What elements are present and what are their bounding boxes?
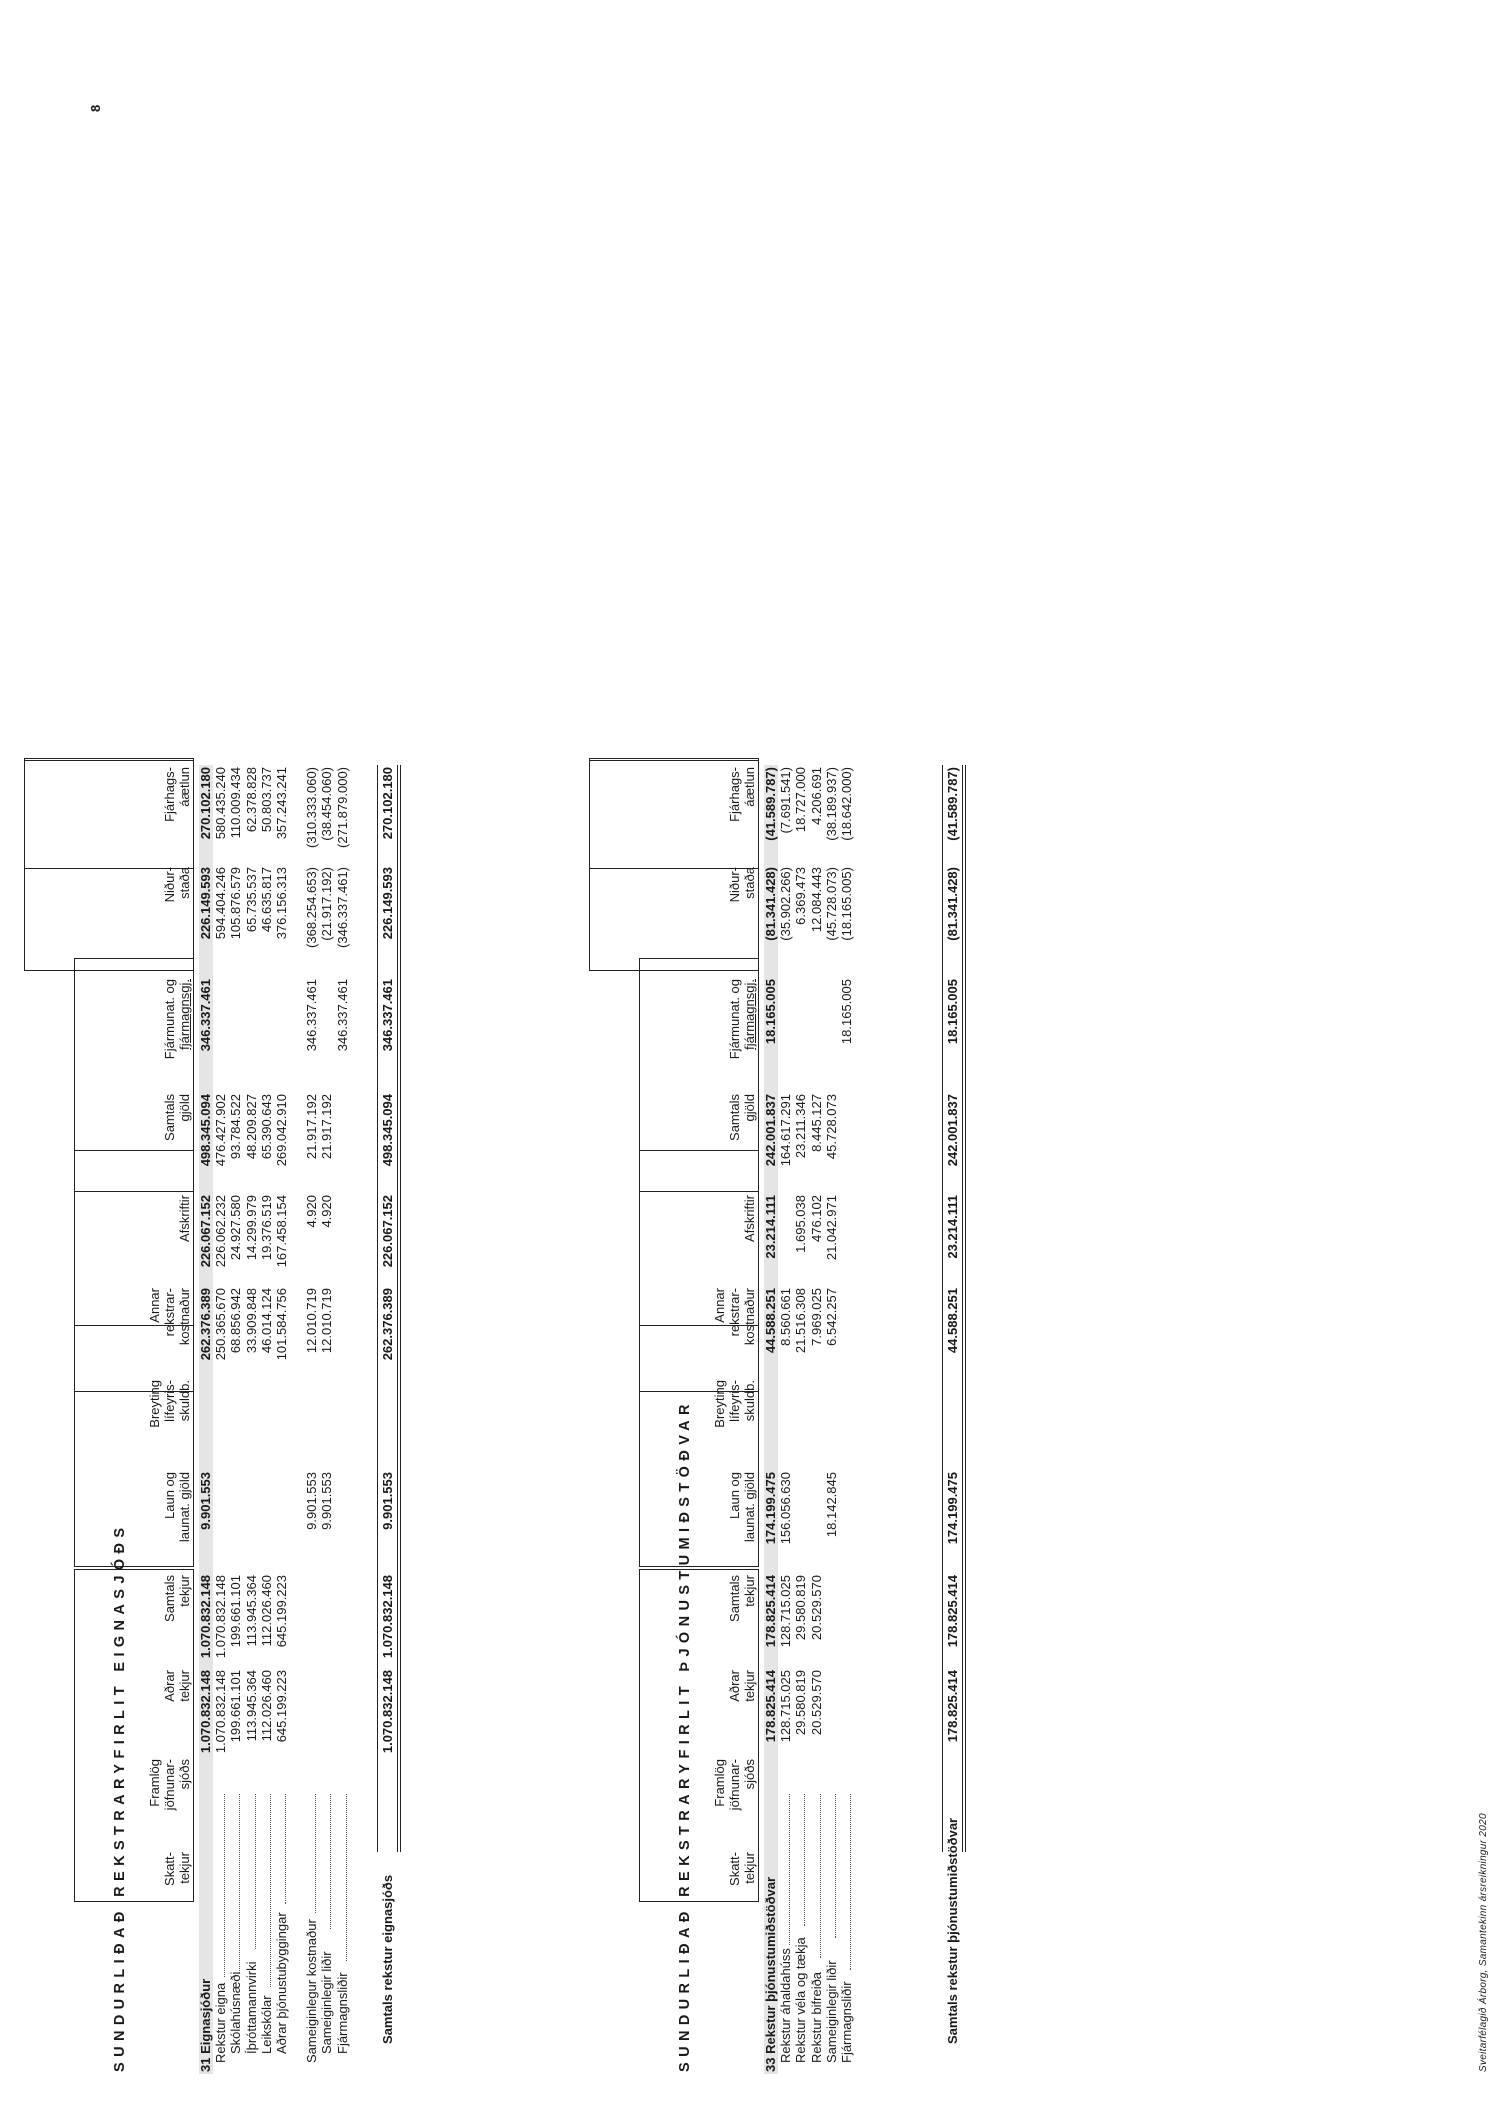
column-header: gjöld — [742, 1094, 757, 1122]
column-header: tekjur — [177, 1852, 192, 1884]
amount-cell: 12.084.443 — [808, 867, 824, 933]
total-amount-cell: 178.825.414 — [945, 1575, 960, 1648]
total-amount-cell: 23.214.111 — [945, 1195, 960, 1259]
row-label: Sameiginlegir liðir — [319, 1951, 335, 2054]
dot-leader — [270, 1794, 271, 1987]
amount-cell: (38.189.937) — [823, 767, 839, 841]
amount-cell: 199.661.101 — [228, 1575, 244, 1648]
amount-cell: 594.404.246 — [213, 867, 229, 940]
amount-cell: 21.917.192 — [304, 1094, 320, 1160]
total-amount-cell: 498.345.094 — [380, 1094, 395, 1167]
table-row — [778, 722, 793, 2122]
total-amount-cell: 178.825.414 — [945, 1670, 960, 1743]
amount-cell: 262.376.389 — [198, 1288, 213, 1361]
amount-cell: 18.165.005 — [763, 979, 778, 1045]
dot-leader — [330, 1794, 331, 1929]
total-label: Samtals rekstur þjónustumiðstöðvar — [945, 1817, 960, 2044]
table-row — [228, 722, 243, 2122]
column-header: Annar — [147, 1288, 162, 1323]
column-header: Fjármunat. og — [727, 979, 742, 1060]
amount-cell: 18.727.000 — [793, 767, 809, 833]
amount-cell: 44.588.251 — [763, 1288, 778, 1354]
table-row — [319, 722, 334, 2122]
row-label: 33 Rekstur þjónustumiðstöðvar — [763, 1876, 778, 2072]
column-header: Niður- — [727, 867, 742, 903]
dot-leader — [315, 1794, 316, 1913]
column-header: Laun og — [727, 1472, 742, 1519]
amount-cell: 45.728.073 — [823, 1094, 839, 1160]
column-header: Fjárhags- — [727, 767, 742, 822]
column-header: staða — [742, 867, 757, 899]
dot-leader — [224, 1794, 225, 1977]
total-amount-cell: 1.070.832.148 — [380, 1670, 395, 1754]
amount-cell: 270.102.180 — [198, 767, 213, 840]
table-row — [335, 722, 350, 2122]
amount-cell: (45.728.073) — [823, 867, 839, 941]
column-header: tekjur — [742, 1575, 757, 1607]
row-label: 31 Eignasjóður — [198, 1978, 213, 2072]
amount-cell: 93.784.522 — [228, 1094, 244, 1160]
table-row — [259, 722, 274, 2122]
row-label: Skólahúsnæði — [228, 1971, 244, 2054]
column-header: rekstrar- — [162, 1288, 177, 1337]
statement-section — [0, 0, 560, 2122]
amount-cell: 65.390.643 — [258, 1094, 274, 1160]
column-header: áætlun — [177, 767, 192, 807]
amount-cell: 29.580.819 — [793, 1670, 809, 1736]
row-label: Rekstur áhaldahúss — [778, 1948, 794, 2063]
dot-leader — [850, 1794, 851, 1970]
amount-cell: 6.369.473 — [793, 867, 809, 925]
page-number: 8 — [88, 104, 103, 112]
amount-cell: 645.199.223 — [274, 1575, 289, 1648]
column-header: Samtals — [162, 1575, 177, 1622]
amount-cell: 164.617.291 — [778, 1094, 794, 1167]
total-amount-cell: 226.067.152 — [380, 1195, 395, 1268]
total-row — [380, 722, 395, 2122]
row-label: Sameiginlegir liðir — [823, 1960, 839, 2063]
amount-cell: 29.580.819 — [793, 1575, 809, 1641]
row-label: Leikskólar — [258, 1995, 274, 2054]
amount-cell: 4.920 — [319, 1195, 335, 1228]
column-header: tekjur — [742, 1670, 757, 1702]
total-top-rule — [942, 765, 943, 1852]
total-amount-cell: 1.070.832.148 — [380, 1575, 395, 1659]
amount-cell: 9.901.553 — [304, 1472, 320, 1530]
column-header: launat. gjöld — [742, 1472, 757, 1543]
amount-cell: 1.070.832.148 — [198, 1575, 213, 1659]
column-header: tekjur — [177, 1575, 192, 1607]
amount-cell: 346.337.461 — [334, 979, 350, 1052]
amount-cell: 1.695.038 — [793, 1195, 809, 1253]
column-header: Fjármunat. og — [162, 979, 177, 1060]
total-amount-cell: 174.199.475 — [945, 1472, 960, 1545]
amount-cell: 128.715.025 — [778, 1670, 794, 1743]
amount-cell: 12.010.719 — [319, 1288, 335, 1354]
table-row — [213, 722, 228, 2122]
row-label: Aðrar þjónustubyggingar — [274, 1912, 289, 2054]
amount-cell: 20.529.570 — [808, 1670, 824, 1736]
column-header: jöfnunar- — [727, 1759, 742, 1811]
amount-cell: 18.142.845 — [823, 1472, 839, 1538]
column-header: launat. gjöld — [177, 1472, 192, 1543]
total-amount-cell: 346.337.461 — [380, 979, 395, 1052]
amount-cell: 12.010.719 — [304, 1288, 320, 1354]
row-label: Fjármagnsliðir — [839, 1981, 854, 2063]
table-row — [304, 722, 319, 2122]
column-header: lífeyris- — [162, 1380, 177, 1422]
column-header: áætlun — [742, 767, 757, 807]
table-row — [839, 722, 854, 2122]
amount-cell: 68.856.942 — [228, 1288, 244, 1354]
amount-cell: 101.584.756 — [274, 1288, 289, 1361]
amount-cell: 23.214.111 — [763, 1195, 778, 1259]
row-label: Sameiginlegur kostnaður — [304, 1919, 320, 2063]
amount-cell: 33.909.848 — [243, 1288, 259, 1354]
amount-cell: 174.199.475 — [763, 1472, 778, 1545]
amount-cell: 21.516.308 — [793, 1288, 809, 1354]
amount-cell: 21.042.971 — [823, 1195, 839, 1261]
table-row — [824, 722, 839, 2122]
dot-leader — [239, 1794, 240, 1974]
total-double-rule — [962, 765, 966, 1852]
column-header: tekjur — [742, 1852, 757, 1884]
amount-cell: (310.333.060) — [304, 767, 320, 848]
amount-cell: (18.642.000) — [839, 767, 854, 841]
column-header: gjöld — [177, 1094, 192, 1122]
amount-cell: 357.243.241 — [274, 767, 289, 840]
total-amount-cell: 262.376.389 — [380, 1288, 395, 1361]
column-header: lífeyris- — [727, 1380, 742, 1422]
amount-cell: 476.427.902 — [213, 1094, 229, 1167]
amount-cell: 48.209.827 — [243, 1094, 259, 1160]
statement-section — [565, 0, 1125, 2122]
total-amount-cell: 44.588.251 — [945, 1288, 960, 1354]
column-header: Framlög — [147, 1759, 162, 1807]
column-header: Laun og — [162, 1472, 177, 1519]
amount-cell: 1.070.832.148 — [213, 1575, 229, 1659]
amount-cell: 112.026.460 — [258, 1670, 274, 1742]
column-header: Fjárhags- — [162, 767, 177, 822]
total-double-rule — [397, 765, 401, 1852]
column-header: Skatt- — [727, 1852, 742, 1886]
table-row — [244, 722, 259, 2122]
amount-cell: 50.803.737 — [258, 767, 274, 833]
column-header: staða — [177, 867, 192, 899]
column-header: Breyting — [712, 1380, 727, 1428]
amount-cell: 8.560.661 — [778, 1288, 794, 1346]
amount-cell: 376.156.313 — [274, 867, 289, 940]
amount-cell: 9.901.553 — [319, 1472, 335, 1530]
column-header: Samtals — [727, 1094, 742, 1141]
table-row — [793, 722, 808, 2122]
column-header: fjármagnsgj. — [742, 979, 757, 1050]
amount-cell: 226.062.232 — [213, 1195, 229, 1268]
amount-cell: 105.876.579 — [228, 867, 244, 940]
amount-cell: 645.199.223 — [274, 1670, 289, 1743]
row-label: Fjármagnsliðir — [334, 1972, 350, 2054]
amount-cell: 178.825.414 — [763, 1670, 778, 1743]
amount-cell: 1.070.832.148 — [213, 1670, 229, 1754]
amount-cell: 8.445.127 — [808, 1094, 824, 1152]
amount-cell: 21.917.192 — [319, 1094, 335, 1160]
column-header: skuldb. — [177, 1380, 192, 1422]
amount-cell: (18.165.005) — [839, 867, 854, 941]
amount-cell: 18.165.005 — [839, 979, 854, 1045]
column-header: Aðrar — [727, 1670, 742, 1702]
column-header: Annar — [712, 1288, 727, 1323]
table-row — [763, 722, 778, 2122]
total-amount-cell: 9.901.553 — [380, 1472, 395, 1530]
amount-cell: 19.376.519 — [258, 1195, 274, 1261]
amount-cell: (81.341.428) — [763, 867, 778, 941]
total-amount-cell: 226.149.593 — [380, 867, 395, 940]
table-row — [274, 722, 289, 2122]
amount-cell: (41.589.787) — [763, 767, 778, 841]
column-header: Niður- — [162, 867, 177, 903]
amount-cell: 23.211.346 — [793, 1094, 809, 1159]
amount-cell: 476.102 — [808, 1195, 824, 1242]
amount-cell: 62.378.828 — [243, 767, 259, 833]
column-header: sjóðs — [742, 1759, 757, 1790]
total-amount-cell: (81.341.428) — [945, 867, 960, 941]
amount-cell: 242.001.837 — [763, 1094, 778, 1167]
amount-cell: (368.254.653) — [304, 867, 320, 948]
amount-cell: 20.529.570 — [808, 1575, 824, 1641]
amount-cell: 250.365.670 — [213, 1288, 229, 1361]
amount-cell: 6.542.257 — [823, 1288, 839, 1346]
amount-cell: (7.691.541) — [778, 767, 794, 834]
total-label: Samtals rekstur eignasjóðs — [380, 1874, 395, 2044]
amount-cell: 24.927.580 — [228, 1195, 244, 1261]
amount-cell: (346.337.461) — [334, 867, 350, 948]
amount-cell: 128.715.025 — [778, 1575, 794, 1648]
table-row — [198, 722, 213, 2122]
column-header: rekstrar- — [727, 1288, 742, 1337]
column-header: tekjur — [177, 1670, 192, 1702]
page-footer: Sveitarfélagið Árborg, Samantekinn ársreikningur 2020 — [1478, 1813, 1489, 2072]
amount-cell: 580.435.240 — [213, 767, 229, 840]
amount-cell: (35.902.266) — [778, 867, 794, 941]
amount-cell: 113.945.364 — [243, 1670, 259, 1742]
amount-cell: 7.969.025 — [808, 1288, 824, 1346]
column-header: Afskriftir — [177, 1195, 192, 1242]
amount-cell: 167.458.154 — [274, 1195, 289, 1268]
amount-cell: 46.635.817 — [258, 867, 274, 933]
column-header: Samtals — [727, 1575, 742, 1622]
total-amount-cell: 18.165.005 — [945, 979, 960, 1045]
dot-leader — [346, 1794, 347, 1961]
total-amount-cell: (41.589.787) — [945, 767, 960, 841]
column-header: kostnaður — [177, 1288, 192, 1346]
amount-cell: 112.026.460 — [258, 1575, 274, 1647]
amount-cell: (21.917.192) — [319, 867, 335, 941]
amount-cell: 199.661.101 — [228, 1670, 244, 1743]
column-header: fjármagnsgj. — [177, 979, 192, 1050]
dot-leader — [835, 1794, 836, 1938]
amount-cell: (271.879.000) — [334, 767, 350, 848]
amount-cell: 498.345.094 — [198, 1094, 213, 1167]
amount-cell: 269.042.910 — [274, 1094, 289, 1167]
total-row — [945, 722, 960, 2122]
amount-cell: 14.299.979 — [243, 1195, 259, 1261]
row-label: Rekstur véla og tækja — [793, 1937, 809, 2063]
section-title: SUNDURLIÐAÐ REKSTRARYFIRLIT ÞJÓNUSTUMIÐSTÖÐVAR — [677, 1399, 693, 2072]
amount-cell: 156.056.630 — [778, 1472, 794, 1545]
amount-cell: 178.825.414 — [763, 1575, 778, 1648]
amount-cell: 110.009.434 — [228, 767, 244, 839]
column-header: sjóðs — [177, 1759, 192, 1790]
amount-cell: 46.014.124 — [258, 1288, 274, 1354]
amount-cell: (38.454.060) — [319, 767, 335, 841]
row-label: Rekstur bifreiða — [808, 1971, 824, 2063]
amount-cell: 1.070.832.148 — [198, 1670, 213, 1754]
table-row — [809, 722, 824, 2122]
column-header: Breyting — [147, 1380, 162, 1428]
amount-cell: 346.337.461 — [304, 979, 320, 1052]
row-label: Rekstur eigna — [213, 1982, 229, 2063]
row-label: Íþróttamannvirki — [243, 1961, 259, 2054]
column-header: skuldb. — [742, 1380, 757, 1422]
amount-cell: 65.735.537 — [243, 867, 259, 933]
column-header: Aðrar — [162, 1670, 177, 1702]
amount-cell: 226.149.593 — [198, 867, 213, 940]
column-header: kostnaður — [742, 1288, 757, 1346]
column-header: jöfnunar- — [162, 1759, 177, 1811]
section-title: SUNDURLIÐAÐ REKSTRARYFIRLIT EIGNASJÓÐS — [112, 1522, 128, 2072]
amount-cell: 346.337.461 — [198, 979, 213, 1052]
amount-cell: 4.920 — [304, 1195, 320, 1228]
amount-cell: 9.901.553 — [198, 1472, 213, 1530]
total-amount-cell: 242.001.837 — [945, 1094, 960, 1167]
column-header: Framlög — [712, 1759, 727, 1807]
column-header: Afskriftir — [742, 1195, 757, 1242]
amount-cell: 226.067.152 — [198, 1195, 213, 1268]
column-header: Skatt- — [162, 1852, 177, 1886]
total-top-rule — [377, 765, 378, 1852]
total-amount-cell: 270.102.180 — [380, 767, 395, 840]
column-header: Samtals — [162, 1094, 177, 1141]
amount-cell: 113.945.364 — [243, 1575, 259, 1647]
amount-cell: 4.206.691 — [808, 767, 824, 825]
